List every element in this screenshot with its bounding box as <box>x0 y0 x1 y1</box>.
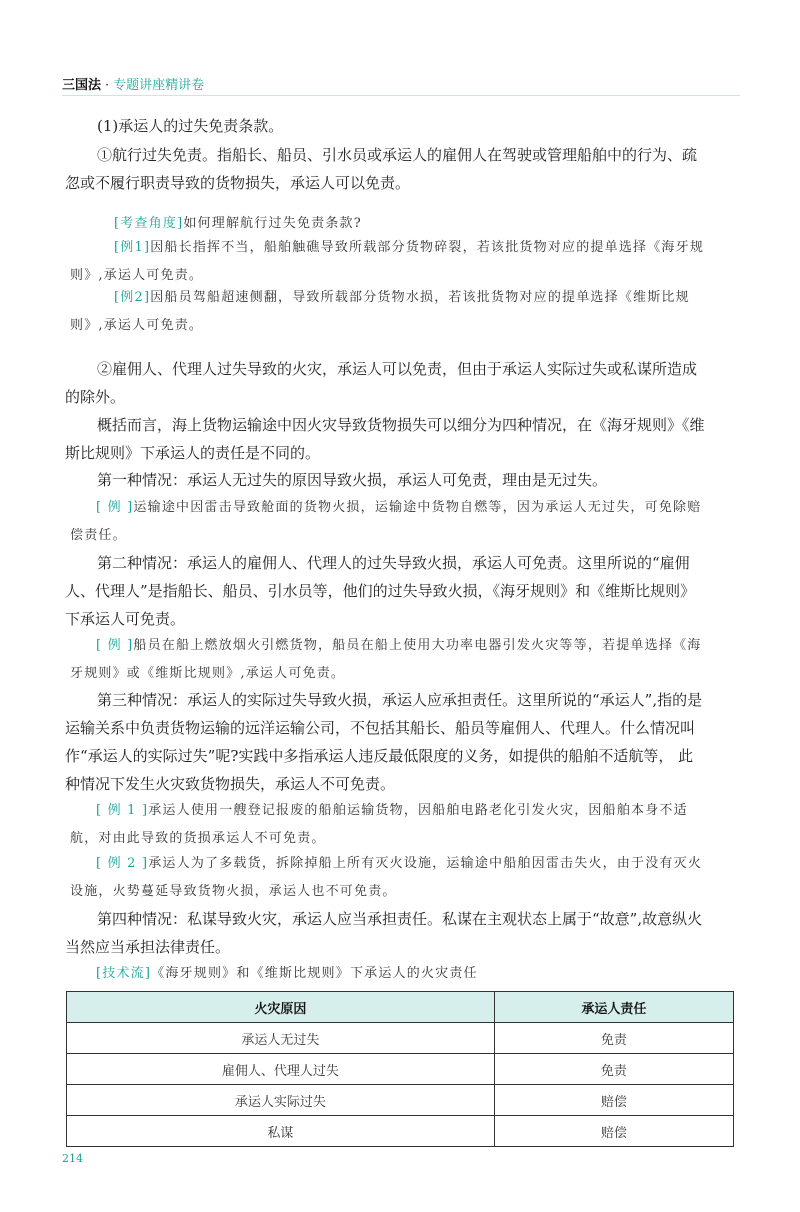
column-header: 承运人责任 <box>494 992 733 1023</box>
note-text: 《海牙规则》和《维斯比规则》下承运人的火灾责任 <box>151 966 478 981</box>
page-number: 214 <box>62 1152 83 1165</box>
column-header: 火灾原因 <box>67 992 495 1023</box>
table-caption <box>70 960 706 988</box>
paragraph: 第二种情况：承运人的雇佣人、代理人的过失导致火损，承运人可免责。这里所说的“雇佣人、代理人”是指船长、船员、引水员等，他们的过失导致火损，《海牙规则》和《维斯比规则》下承运人可免责。 <box>65 554 696 628</box>
fire-liability-table <box>66 991 734 1147</box>
note-block <box>70 284 706 340</box>
paragraph: 第一种情况：承运人无过失的原因导致火损，承运人可免责，理由是无过失。 <box>97 471 608 489</box>
table-row <box>67 1116 734 1147</box>
note-tag: [ 例 1 ] <box>96 803 149 818</box>
table-cell: 承运人无过失 <box>67 1023 495 1054</box>
paragraph: 概括而言，海上货物运输途中因火灾导致货物损失可以细分为四种情况，在《海牙规则》《维斯比规则》下承运人的责任是不同的。 <box>65 416 705 462</box>
note-tag: [例2] <box>114 290 151 305</box>
table-row <box>67 1054 734 1085</box>
table-row <box>67 1023 734 1054</box>
table-header-row <box>67 992 734 1023</box>
book-title: 三国法 <box>62 78 102 93</box>
table-cell: 私谋 <box>67 1116 495 1147</box>
note-block <box>70 234 706 290</box>
series-title: 专题讲座精讲卷 <box>113 78 205 93</box>
note-text: 如何理解航行过失免责条款? <box>183 216 362 231</box>
note-tag: [考查角度] <box>114 216 184 231</box>
note-text: 船员在船上燃放烟火引燃货物，船员在船上使用大功率电器引发火灾等等，若提单选择《海牙规则》或《维斯比规则》,承运人可免责。 <box>70 638 702 681</box>
note-tag: [ 例 ] <box>96 638 134 653</box>
table-cell: 承运人实际过失 <box>67 1085 495 1116</box>
paragraph: 第三种情况：承运人的实际过失导致火损，承运人应承担责任。这里所说的“承运人”,指的是运输关系中负责货物运输的远洋运输公司，不包括其船长、船员等雇佣人、代理人。什么情况叫作“承运人的实际过失”呢?实践中多指承运人违反最低限度的义务，如提供的船舶不适航等， 此种情况下发生火灾致货物损失，承运人不可免责。 <box>65 691 703 793</box>
running-header <box>62 74 204 93</box>
table-row <box>67 1085 734 1116</box>
note-tag: [例1] <box>114 240 151 255</box>
table-cell: 雇佣人、代理人过失 <box>67 1054 495 1085</box>
note-tag: [ 例 ] <box>96 500 134 515</box>
table-cell: 赔偿 <box>494 1085 733 1116</box>
note-block <box>70 632 706 688</box>
table-cell: 免责 <box>494 1023 733 1054</box>
note-block <box>70 494 706 550</box>
header-separator: · <box>105 78 110 93</box>
note-text: 运输途中因雷击导致舱面的货物火损，运输途中货物自燃等，因为承运人无过失，可免除赔偿责任。 <box>70 500 702 543</box>
note-tag: [技术流] <box>96 966 152 981</box>
note-text: 因船员驾船超速侧翻，导致所载部分货物水损，若该批货物对应的提单选择《维斯比规则》,承运人可免责。 <box>70 290 690 333</box>
paragraph: (1)承运人的过失免责条款。 <box>97 117 284 135</box>
note-text: 承运人为了多载货，拆除掉船上所有灭火设施，运输途中船舶因雷击失火，由于没有灭火设施，火势蔓延导致货物火损，承运人也不可免责。 <box>70 856 703 899</box>
note-block <box>70 797 706 853</box>
paragraph: ①航行过失免责。指船长、船员、引水员或承运人的雇佣人在驾驶或管理船舶中的行为、疏忽或不履行职责导致的货物损失，承运人可以免责。 <box>65 146 698 192</box>
note-block <box>70 850 706 906</box>
note-text: 承运人使用一艘登记报废的船舶运输货物，因船舶电路老化引发火灾，因船舶本身不适航，对由此导致的货损承运人不可免责。 <box>70 803 688 846</box>
paragraph: 第四种情况：私谋导致火灾，承运人应当承担责任。私谋在主观状态上属于“故意”,故意纵火当然应当承担法律责任。 <box>65 910 703 956</box>
header-rule <box>62 95 740 96</box>
table-cell: 免责 <box>494 1054 733 1085</box>
table-cell: 赔偿 <box>494 1116 733 1147</box>
paragraph: ②雇佣人、代理人过失导致的火灾，承运人可以免责，但由于承运人实际过失或私谋所造成的除外。 <box>65 360 698 406</box>
note-tag: [ 例 2 ] <box>96 856 149 871</box>
note-text: 因船长指挥不当，船舶触礁导致所载部分货物碎裂，若该批货物对应的提单选择《海牙规则》,承运人可免责。 <box>70 240 705 283</box>
